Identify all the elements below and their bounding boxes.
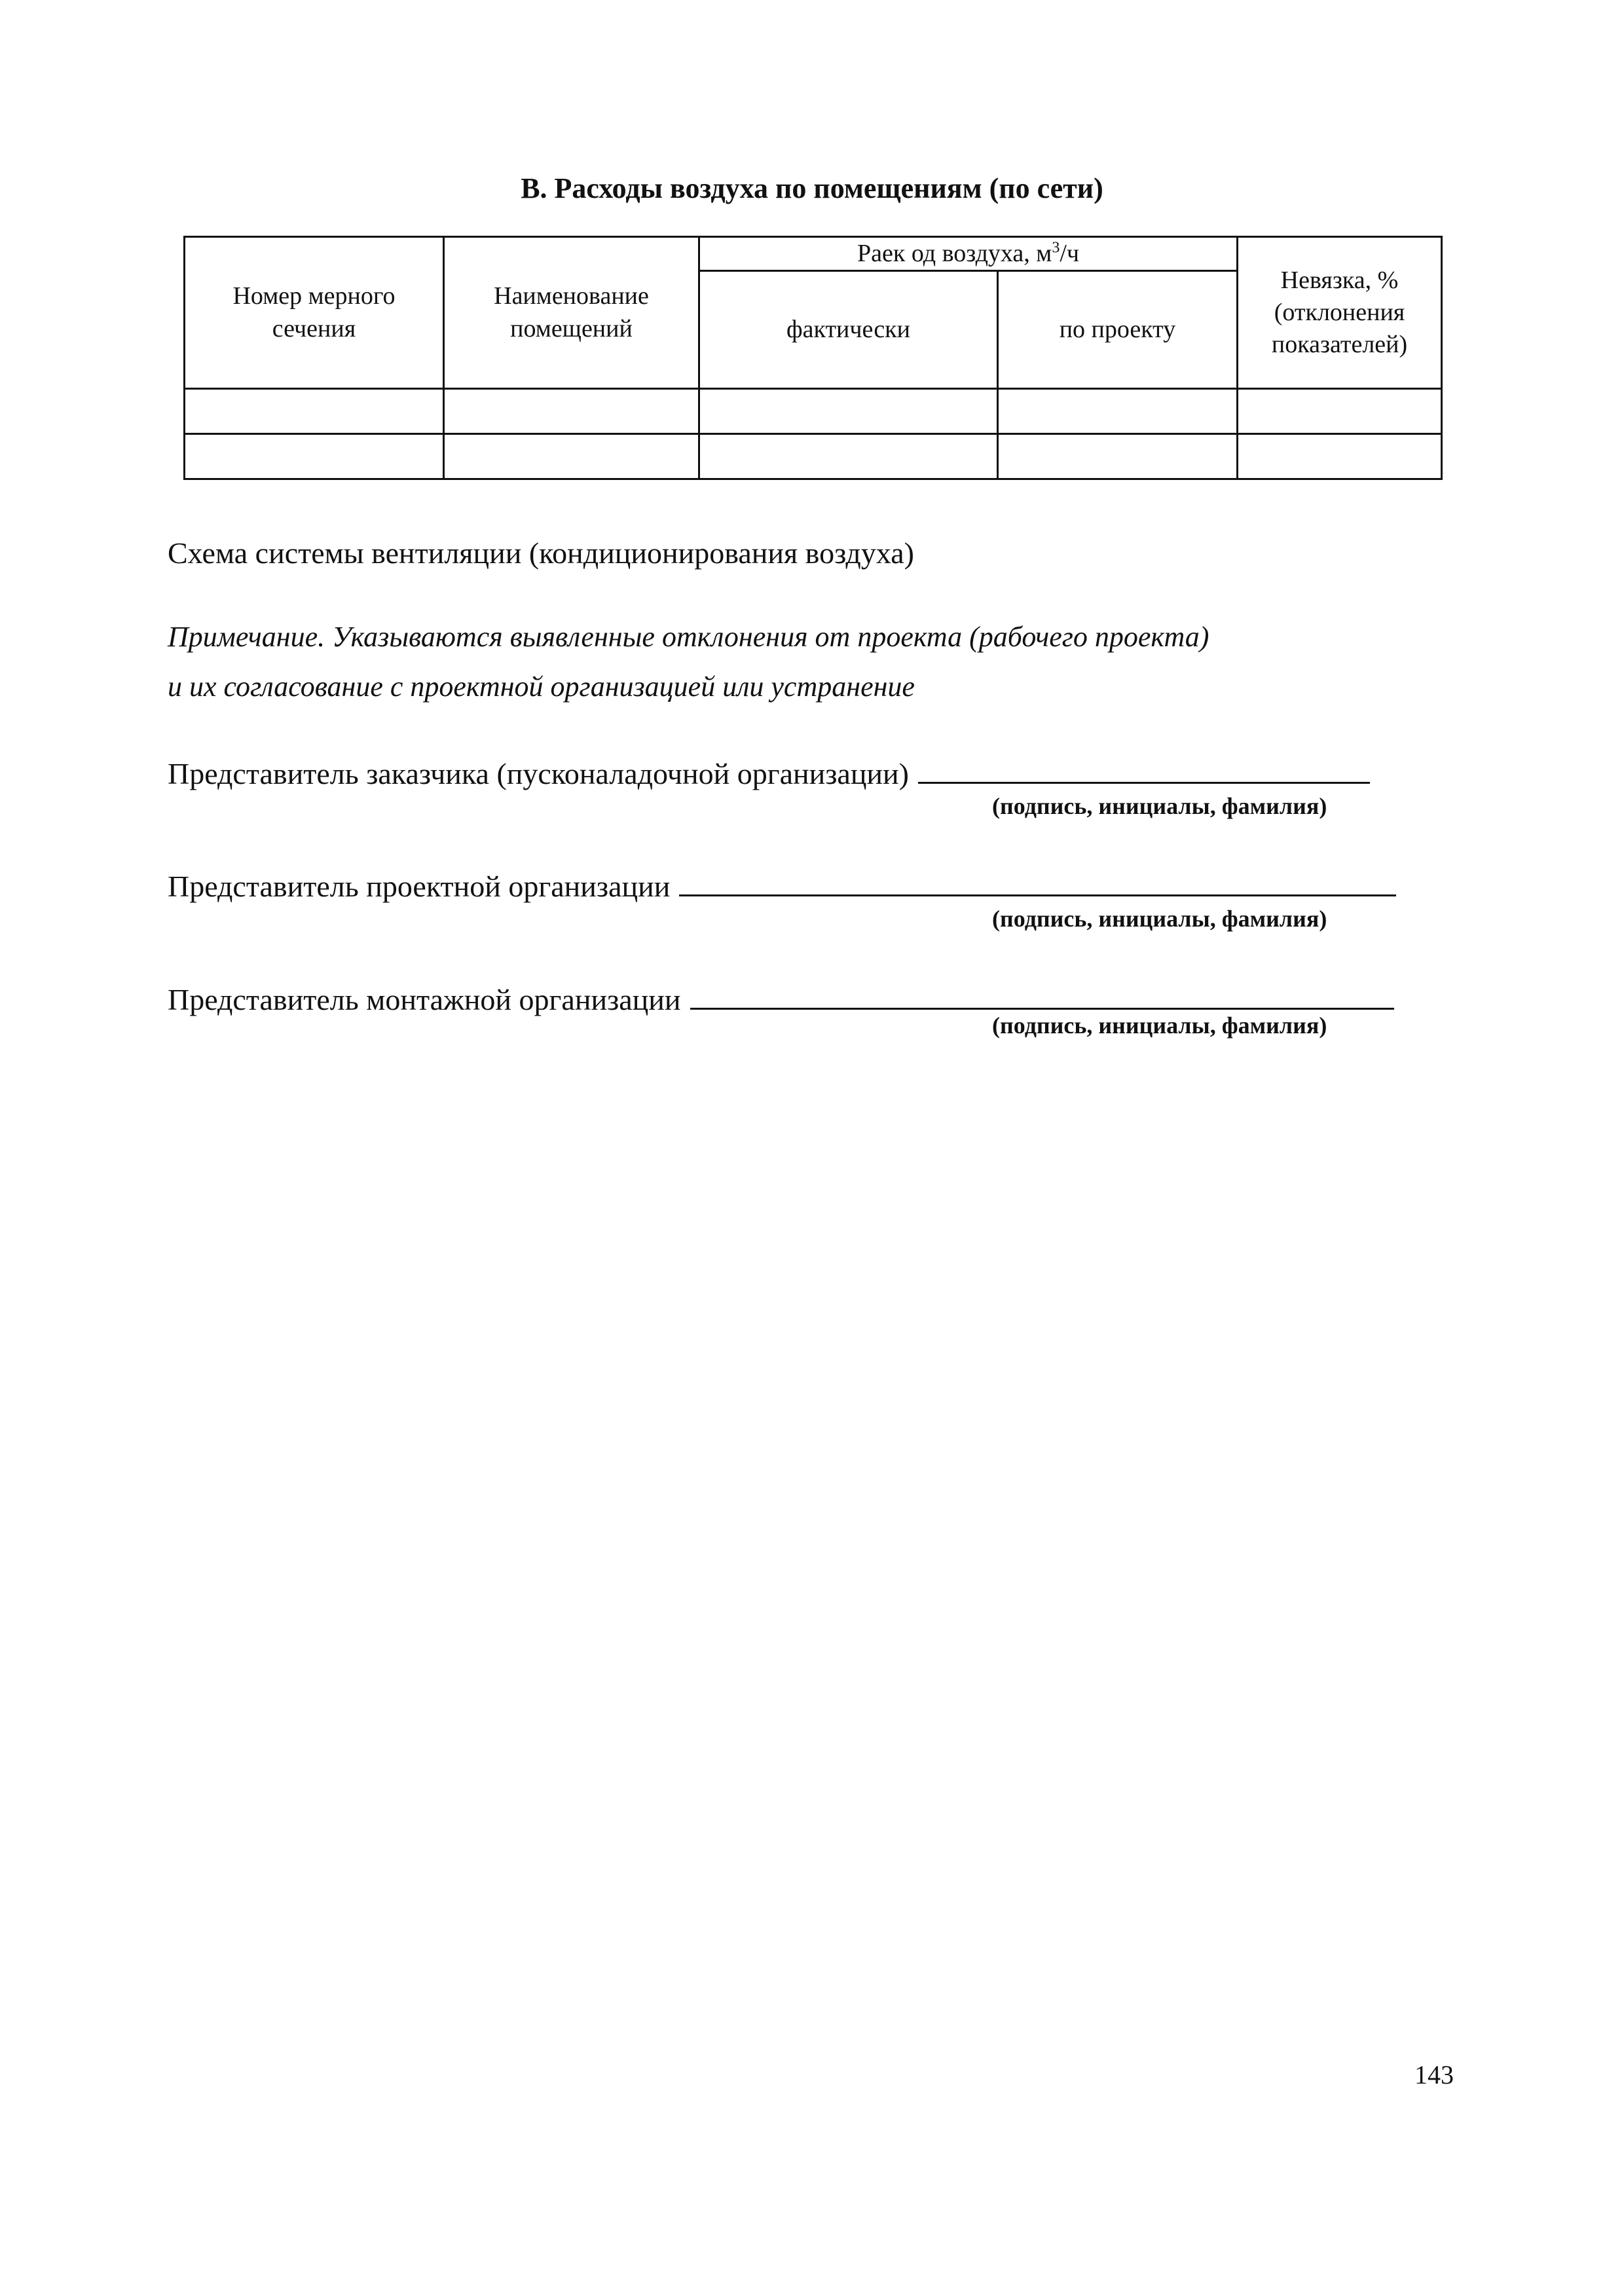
- signature-label: Представитель проектной организации: [168, 870, 671, 903]
- ventilation-scheme-text: Схема системы вентиляции (кондиционирования воздуха): [168, 536, 914, 570]
- table-cell: [444, 389, 699, 434]
- table-cell: [1238, 434, 1442, 479]
- section-title: В. Расходы воздуха по помещениям (по сети): [521, 172, 1103, 204]
- note: [168, 612, 1209, 712]
- signature-label: Представитель заказчика (пусконаладочной организации): [168, 757, 909, 790]
- page-number: 143: [1414, 2060, 1454, 2089]
- table-cell: [444, 434, 699, 479]
- header-room-name: Наименование помещений: [444, 237, 699, 389]
- signature-customer: [168, 753, 1370, 791]
- header-actual: фактически: [699, 271, 998, 389]
- note-line-1: Примечание. Указываются выявленные отклонения от проекта (рабочего проекта): [168, 621, 1209, 653]
- signature-line[interactable]: [690, 979, 1394, 1010]
- air-flow-table: [183, 236, 1443, 480]
- table-row: [185, 434, 1442, 479]
- note-line-2: и их согласование с проектной организацией или устранение: [168, 671, 915, 703]
- table-cell: [185, 434, 444, 479]
- signature-label: Представитель монтажной организации: [168, 983, 681, 1016]
- signature-design-org: [168, 866, 1396, 904]
- header-air-flow-group: Раек од воздуха, $м^3/ч$: [699, 237, 1238, 271]
- signature-caption: (подпись, инициалы, фамилия): [992, 906, 1327, 932]
- header-section-number: Номер мерного сечения: [185, 237, 444, 389]
- signature-line[interactable]: [918, 753, 1370, 784]
- table-row: [185, 389, 1442, 434]
- table-cell: [998, 434, 1238, 479]
- signature-caption: (подпись, инициалы, фамилия): [992, 1012, 1327, 1039]
- signature-line[interactable]: [679, 866, 1396, 896]
- table-cell: [699, 434, 998, 479]
- table-cell: [998, 389, 1238, 434]
- table-cell: [699, 389, 998, 434]
- table-cell: [185, 389, 444, 434]
- header-discrepancy: Невязка, % (отклонения показателей): [1238, 237, 1442, 389]
- signature-caption: (подпись, инициалы, фамилия): [992, 793, 1327, 819]
- header-design: по проекту: [998, 271, 1238, 389]
- table-cell: [1238, 389, 1442, 434]
